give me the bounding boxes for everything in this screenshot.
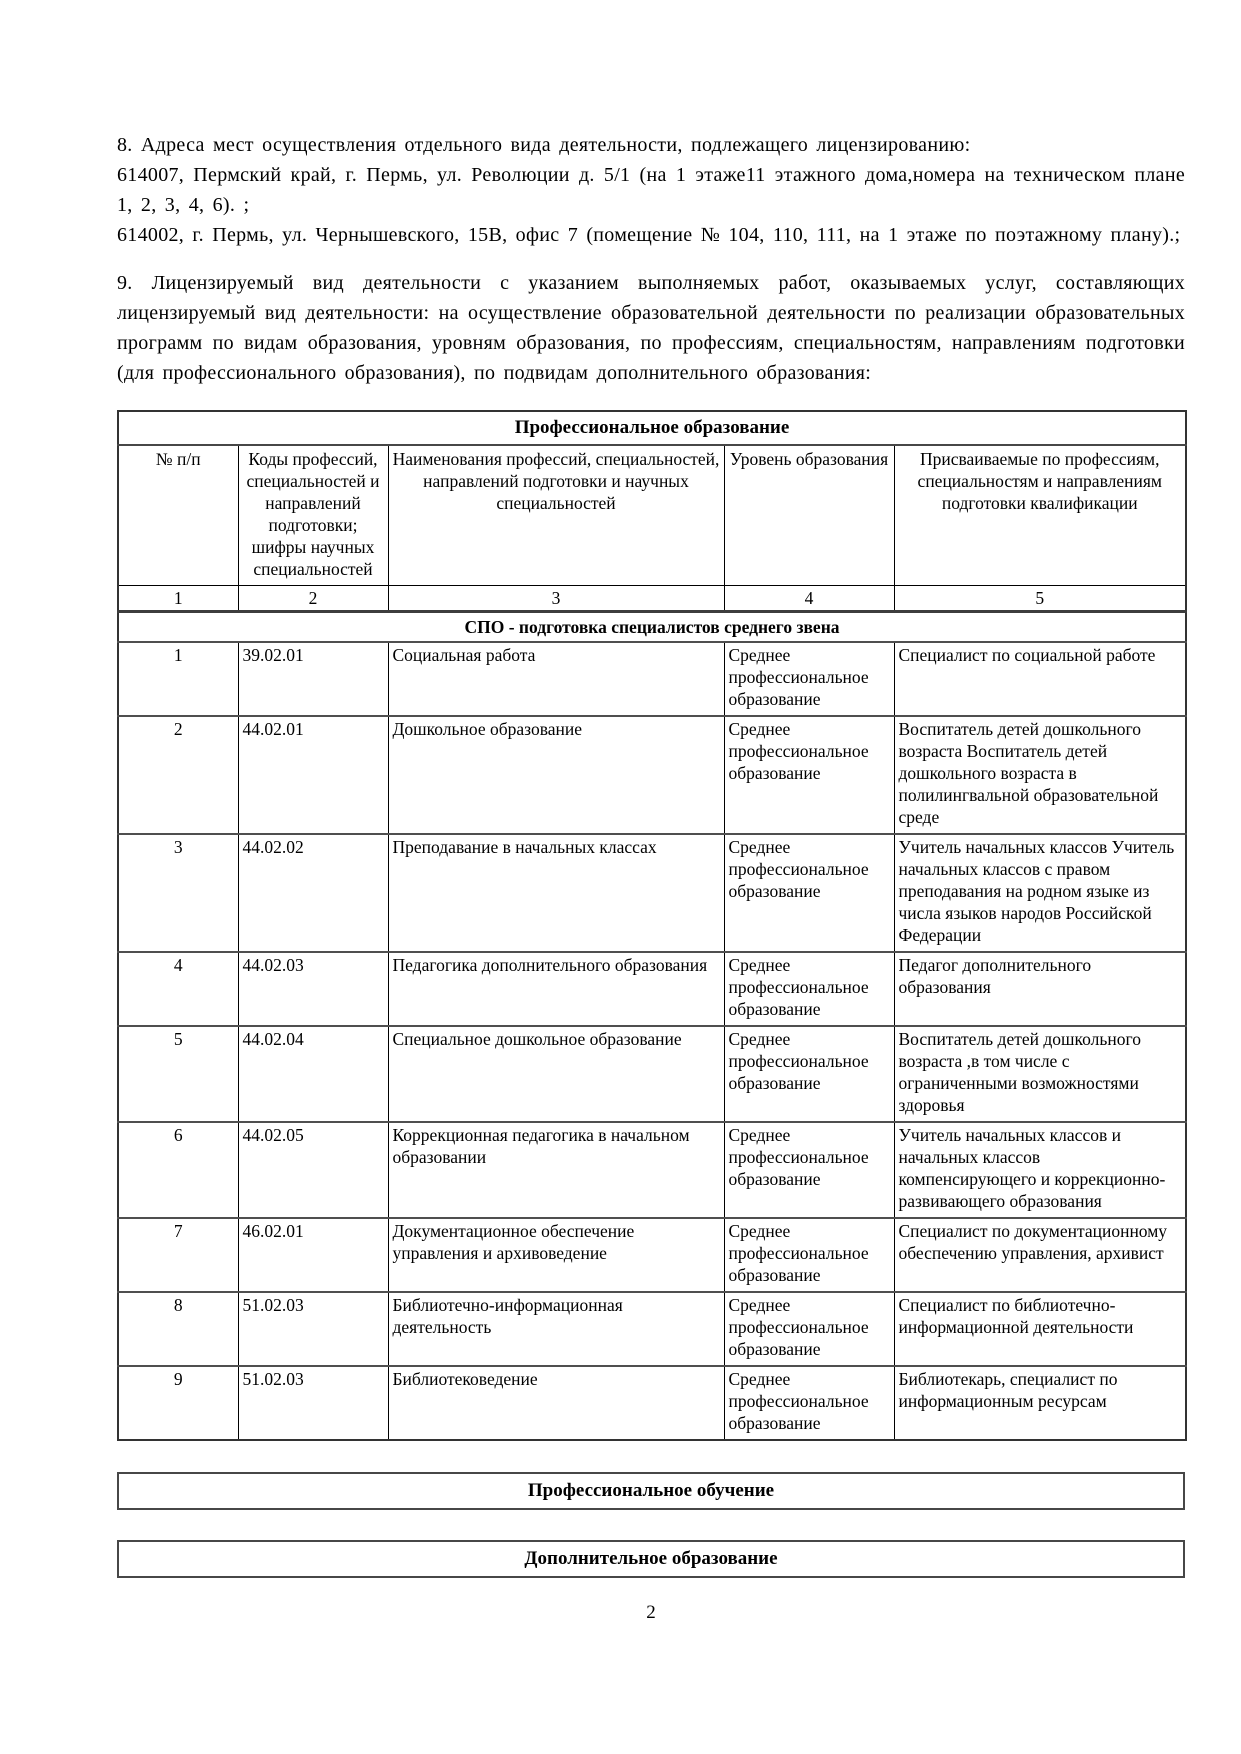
- cell-name: Преподавание в начальных классах: [388, 834, 724, 952]
- cell-number: 8: [118, 1292, 238, 1366]
- cell-qualification: Библиотекарь, специалист по информационным ресурсам: [894, 1366, 1186, 1440]
- column-header-level: Уровень образования: [724, 445, 894, 586]
- professional-training-section-header: Профессиональное обучение: [117, 1472, 1185, 1510]
- cell-code: 44.02.01: [238, 716, 388, 834]
- cell-name: Коррекционная педагогика в начальном образовании: [388, 1122, 724, 1218]
- cell-level: Среднее профессиональное образование: [724, 1292, 894, 1366]
- cell-number: 5: [118, 1026, 238, 1122]
- cell-code: 46.02.01: [238, 1218, 388, 1292]
- cell-name: Дошкольное образование: [388, 716, 724, 834]
- column-number-4: 4: [724, 586, 894, 612]
- page-content: [117, 130, 1185, 1624]
- cell-name: Документационное обеспечение управления и архивоведение: [388, 1218, 724, 1292]
- cell-qualification: Воспитатель детей дошкольного возраста Воспитатель детей дошкольного возраста в полилингвальной образовательной среде: [894, 716, 1186, 834]
- table-row: [118, 834, 1186, 952]
- cell-code: 44.02.04: [238, 1026, 388, 1122]
- table-row: [118, 716, 1186, 834]
- cell-level: Среднее профессиональное образование: [724, 642, 894, 716]
- cell-number: 3: [118, 834, 238, 952]
- table-title: Профессиональное образование: [118, 411, 1186, 445]
- page-number: 2: [646, 1602, 656, 1623]
- cell-qualification: Педагог дополнительного образования: [894, 952, 1186, 1026]
- cell-code: 51.02.03: [238, 1366, 388, 1440]
- cell-name: Библиотековедение: [388, 1366, 724, 1440]
- cell-level: Среднее профессиональное образование: [724, 1218, 894, 1292]
- cell-number: 4: [118, 952, 238, 1026]
- cell-name: Социальная работа: [388, 642, 724, 716]
- cell-number: 1: [118, 642, 238, 716]
- column-header-number: № п/п: [118, 445, 238, 586]
- table-row: [118, 642, 1186, 716]
- cell-code: 44.02.02: [238, 834, 388, 952]
- cell-level: Среднее профессиональное образование: [724, 1026, 894, 1122]
- cell-name: Специальное дошкольное образование: [388, 1026, 724, 1122]
- table-section-header-row: [118, 612, 1186, 643]
- cell-qualification: Учитель начальных классов и начальных классов компенсирующего и коррекционно-развивающего образования: [894, 1122, 1186, 1218]
- column-number-1: 1: [118, 586, 238, 612]
- cell-name: Педагогика дополнительного образования: [388, 952, 724, 1026]
- table-row: [118, 1218, 1186, 1292]
- column-header-codes: Коды профессий, специальностей и направлений подготовки; шифры научных специальностей: [238, 445, 388, 586]
- paragraph-8-address-1: 614007, Пермский край, г. Пермь, ул. Революции д. 5/1 (на 1 этаже11 этажного дома,номера на техническом плане 1, 2, 3, 4, 6). ;: [117, 164, 1185, 216]
- cell-number: 6: [118, 1122, 238, 1218]
- column-number-5: 5: [894, 586, 1186, 612]
- column-numbering-row: [118, 586, 1186, 612]
- cell-qualification: Специалист по документационному обеспечению управления, архивист: [894, 1218, 1186, 1292]
- cell-number: 9: [118, 1366, 238, 1440]
- cell-name: Библиотечно-информационная деятельность: [388, 1292, 724, 1366]
- cell-level: Среднее профессиональное образование: [724, 1122, 894, 1218]
- cell-code: 51.02.03: [238, 1292, 388, 1366]
- cell-code: 44.02.05: [238, 1122, 388, 1218]
- table-row: [118, 1026, 1186, 1122]
- paragraph-9-licensed-activity: 9. Лицензируемый вид деятельности с указанием выполняемых работ, оказываемых услуг, составляющих лицензируемый вид деятельности: на осуществление образовательной деятельности по реализации образовательных программ по видам образования, уровням образования, по профессиям, специальностям, направлениям подготовки (для профессионального образования), по подвидам дополнительного образования:: [117, 272, 1185, 384]
- professional-education-table: [117, 410, 1187, 1441]
- paragraph-8-addresses: [117, 130, 1185, 250]
- cell-level: Среднее профессиональное образование: [724, 834, 894, 952]
- cell-number: 7: [118, 1218, 238, 1292]
- cell-level: Среднее профессиональное образование: [724, 716, 894, 834]
- cell-qualification: Воспитатель детей дошкольного возраста ,в том числе с ограниченными возможностями здоровья: [894, 1026, 1186, 1122]
- paragraph-8-heading-line: 8. Адреса мест осуществления отдельного вида деятельности, подлежащего лицензированию:: [117, 134, 971, 156]
- table-row: [118, 1122, 1186, 1218]
- column-number-2: 2: [238, 586, 388, 612]
- table-title-row: [118, 411, 1186, 445]
- cell-qualification: Учитель начальных классов Учитель начальных классов с правом преподавания на родном языке из числа языков народов Российской Федерации: [894, 834, 1186, 952]
- cell-code: 39.02.01: [238, 642, 388, 716]
- table-section-header: СПО - подготовка специалистов среднего звена: [118, 612, 1186, 643]
- column-header-qualifications: Присваиваемые по профессиям, специальностям и направлениям подготовки квалификации: [894, 445, 1186, 586]
- table-header-row: [118, 445, 1186, 586]
- table-row: [118, 1366, 1186, 1440]
- cell-level: Среднее профессиональное образование: [724, 1366, 894, 1440]
- cell-code: 44.02.03: [238, 952, 388, 1026]
- cell-number: 2: [118, 716, 238, 834]
- column-header-names: Наименования профессий, специальностей, направлений подготовки и научных специальностей: [388, 445, 724, 586]
- table-row: [118, 952, 1186, 1026]
- paragraph-8-address-2: 614002, г. Пермь, ул. Чернышевского, 15В, офис 7 (помещение № 104, 110, 111, на 1 этаже по поэтажному плану).;: [117, 224, 1181, 246]
- cell-qualification: Специалист по социальной работе: [894, 642, 1186, 716]
- column-number-3: 3: [388, 586, 724, 612]
- table-row: [118, 1292, 1186, 1366]
- additional-education-section-header: Дополнительное образование: [117, 1540, 1185, 1578]
- cell-qualification: Специалист по библиотечно-информационной деятельности: [894, 1292, 1186, 1366]
- cell-level: Среднее профессиональное образование: [724, 952, 894, 1026]
